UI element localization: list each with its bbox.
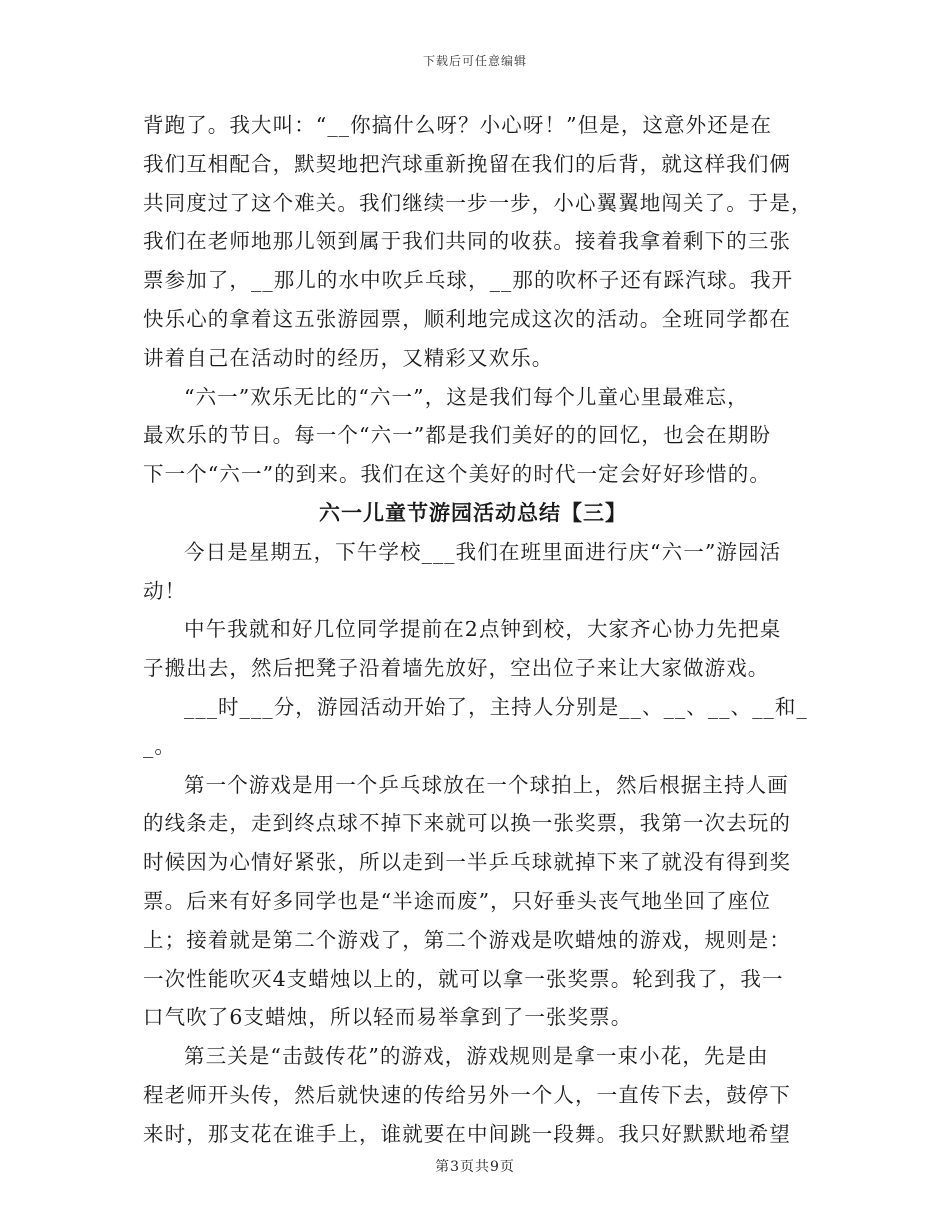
text-line: 最欢乐的节日。每一个“六一”都是我们美好的的回忆，也会在期盼 bbox=[143, 423, 771, 448]
text-line: 中午我就和好几位同学提前在2点钟到校，大家齐心协力先把桌 bbox=[184, 617, 782, 642]
text-line: ___时___分，游园活动开始了，主持人分别是__、__、__、__和_ bbox=[184, 694, 808, 719]
text-line: 下一个“六一”的到来。我们在这个美好的时代一定会好好珍惜的。 bbox=[143, 462, 771, 487]
text-line: 第一个游戏是用一个乒乓球放在一个球拍上，然后根据主持人画 bbox=[184, 772, 789, 797]
text-line: 共同度过了这个难关。我们继续一步一步，小心翼翼地闯关了。于是， bbox=[143, 190, 813, 215]
text-line: 的线条走，走到终点球不掉下来就可以换一张奖票，我第一次去玩的 bbox=[143, 811, 791, 836]
text-line: 今日是星期五，下午学校___我们在班里面进行庆“六一”游园活 bbox=[184, 539, 782, 564]
paragraph-start-time bbox=[143, 688, 808, 766]
document-body bbox=[143, 106, 813, 1154]
paragraph-closing bbox=[143, 378, 803, 494]
text-line: 时候因为心情好紧张，所以走到一半乒乓球就掉下来了就没有得到奖 bbox=[143, 850, 791, 875]
text-line: 快乐心的拿着这五张游园票，顺利地完成这次的活动。全班同学都在 bbox=[143, 306, 791, 331]
text-line: _。 bbox=[143, 733, 176, 758]
page-header-note: 下载后可任意编辑 bbox=[422, 54, 527, 68]
text-line: “六一”欢乐无比的“六一”，这是我们每个儿童心里最难忘， bbox=[184, 384, 749, 409]
paragraph-game-one-two bbox=[143, 766, 803, 1038]
text-line: 讲着自己在活动时的经历，又精彩又欢乐。 bbox=[143, 345, 554, 370]
paragraph-intro bbox=[143, 533, 803, 611]
text-line: 第三关是“击鼓传花”的游戏，游戏规则是拿一束小花，先是由 bbox=[184, 1044, 769, 1069]
page-number: 第3页共9页 bbox=[435, 1159, 515, 1175]
text-line: 我们互相配合，默契地把汽球重新挽留在我们的后背，就这样我们俩 bbox=[143, 151, 791, 176]
text-line: 上；接着就是第二个游戏了，第二个游戏是吹蜡烛的游戏，规则是： bbox=[143, 927, 791, 952]
text-line: 子搬出去，然后把凳子沿着墙先放好，空出位子来让大家做游戏。 bbox=[143, 656, 770, 681]
text-line: 票参加了，__那儿的水中吹乒乓球，__那的吹杯子还有踩汽球。我开 bbox=[143, 268, 794, 293]
text-line: 动！ bbox=[143, 578, 187, 603]
text-line: 来时，那支花在谁手上，谁就要在中间跳一段舞。我只好默默地希望 bbox=[143, 1121, 791, 1146]
section-title: 六一儿童节游园活动总结【三】 bbox=[319, 500, 627, 525]
text-line: 票。后来有好多同学也是“半途而废”，只好垂头丧气地坐回了座位 bbox=[143, 888, 771, 913]
text-line: 一次性能吹灭4支蜡烛以上的，就可以拿一张奖票。轮到我了，我一 bbox=[143, 966, 784, 991]
text-line: 口气吹了6支蜡烛，所以轻而易举拿到了一张奖票。 bbox=[143, 1005, 633, 1030]
text-line: 程老师开头传，然后就快速的传给另外一个人，一直传下去，鼓停下 bbox=[143, 1082, 791, 1107]
paragraph-noon bbox=[143, 610, 803, 688]
text-line: 我们在老师地那儿领到属于我们共同的收获。接着我拿着剩下的三张 bbox=[143, 229, 791, 254]
text-line: 背跑了。我大叫：“__你搞什么呀？小心呀！”但是，这意外还是在 bbox=[143, 113, 773, 137]
paragraph-continuation bbox=[143, 106, 813, 378]
paragraph-game-three bbox=[143, 1037, 803, 1153]
